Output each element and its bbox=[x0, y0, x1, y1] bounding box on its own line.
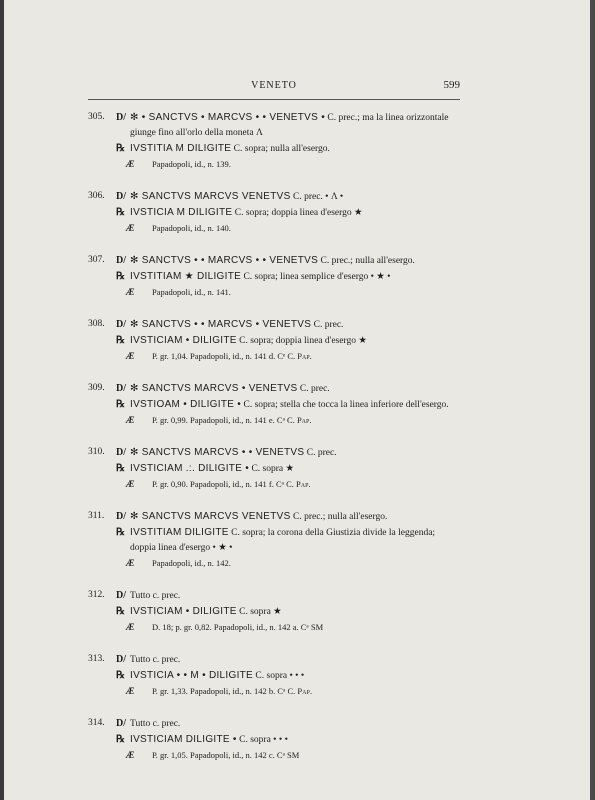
running-head: VENETO bbox=[251, 80, 297, 91]
page-number: 599 bbox=[443, 79, 460, 91]
reverse-description: C. sopra • • • bbox=[239, 735, 288, 745]
obverse-line bbox=[88, 189, 460, 205]
reverse-legend: IVSTICIAM .:. DILIGITE • bbox=[130, 463, 250, 474]
obverse-description: C. prec.; ma la linea orizzontale bbox=[327, 113, 449, 123]
collection: C. Pap. bbox=[286, 479, 311, 489]
obverse-line bbox=[88, 652, 460, 668]
obverse-mark: D/ bbox=[116, 590, 126, 601]
metal-symbol: Æ bbox=[126, 351, 135, 361]
reverse-description: C. sopra; doppia linea d'esergo ★ bbox=[234, 208, 363, 218]
reverse-line bbox=[88, 668, 460, 684]
obverse-mark: D/ bbox=[116, 191, 126, 202]
reverse-line bbox=[88, 397, 460, 413]
obverse-legend: ✻ SANCTVS MARCVS • VENETVS bbox=[130, 383, 298, 394]
reverse-line bbox=[88, 269, 460, 285]
reverse-description: C. sopra; doppia linea d'esergo ★ bbox=[239, 336, 367, 346]
obverse-mark: D/ bbox=[116, 319, 126, 330]
reverse-description: C. sopra ★ bbox=[239, 607, 282, 617]
reverse-line bbox=[88, 604, 460, 620]
catalog-entry bbox=[88, 588, 460, 634]
entry-number: 309. bbox=[88, 383, 105, 393]
reverse-legend: IVSTICIAM • DILIGITE bbox=[130, 335, 237, 346]
metal-symbol: Æ bbox=[126, 287, 135, 297]
reverse-legend: IVSTITIAM DILIGITE bbox=[130, 527, 229, 538]
obverse-line bbox=[88, 445, 460, 461]
catalog-entry bbox=[88, 381, 460, 427]
reverse-mark: ℞ bbox=[116, 670, 125, 681]
entry-number: 314. bbox=[88, 718, 105, 728]
coin-details bbox=[88, 477, 460, 491]
collection: C. Pap. bbox=[287, 351, 312, 361]
coin-details bbox=[88, 413, 460, 427]
obverse-legend: ✻ • SANCTVS • MARCVS • • VENETVS • bbox=[130, 112, 326, 123]
details-text: P. gr. 0,90. Papadopoli, id., n. 141 f. Cᵃ bbox=[152, 479, 284, 489]
obverse-legend: ✻ SANCTVS MARCVS VENETVS bbox=[130, 191, 291, 202]
coin-details bbox=[88, 285, 460, 299]
catalog-entry bbox=[88, 317, 460, 363]
reverse-legend: IVSTICIA M DILIGITE bbox=[130, 207, 233, 218]
entry-number: 310. bbox=[88, 447, 105, 457]
details-text: Papadopoli, id., n. 141. bbox=[152, 287, 231, 297]
reverse-description: C. sopra; stella che tocca la linea inferiore dell'esergo. bbox=[243, 400, 449, 410]
obverse-line bbox=[88, 509, 460, 525]
page-header bbox=[88, 80, 460, 96]
reverse-mark: ℞ bbox=[116, 734, 125, 745]
left-page-edge bbox=[0, 0, 4, 800]
reverse-mark: ℞ bbox=[116, 463, 125, 474]
reverse-line bbox=[88, 732, 460, 748]
header-rule bbox=[88, 99, 460, 100]
details-text: Papadopoli, id., n. 140. bbox=[152, 223, 231, 233]
metal-symbol: Æ bbox=[126, 415, 135, 425]
details-text: P. gr. 0,99. Papadopoli, id., n. 141 e. Cᵃ bbox=[152, 415, 285, 425]
reverse-description: C. sopra; la corona della Giustizia divide la leggenda; bbox=[231, 528, 436, 538]
obverse-description: C. prec. • Λ • bbox=[292, 192, 344, 202]
metal-symbol: Æ bbox=[126, 622, 135, 632]
reverse-continuation bbox=[88, 541, 460, 556]
obverse-legend: ✻ SANCTVS MARCVS VENETVS bbox=[130, 511, 291, 522]
entry-number: 307. bbox=[88, 255, 105, 265]
details-text: Papadopoli, id., n. 142. bbox=[152, 558, 231, 568]
obverse-line bbox=[88, 588, 460, 604]
reverse-mark: ℞ bbox=[116, 271, 125, 282]
reverse-mark: ℞ bbox=[116, 527, 125, 538]
reverse-mark: ℞ bbox=[116, 606, 125, 617]
reverse-line bbox=[88, 525, 460, 541]
details-text: P. gr. 1,05. Papadopoli, id., n. 142 c. Cᵃ SM bbox=[152, 750, 300, 760]
details-text: P. gr. 1,04. Papadopoli, id., n. 141 d. Cᵉ bbox=[152, 351, 286, 361]
obverse-continuation bbox=[88, 126, 460, 141]
entry-number: 305. bbox=[88, 112, 105, 122]
obverse-mark: D/ bbox=[116, 718, 126, 729]
obverse-description: Tutto c. prec. bbox=[130, 591, 181, 601]
catalog-entry bbox=[88, 652, 460, 698]
metal-symbol: Æ bbox=[126, 159, 135, 169]
obverse-mark: D/ bbox=[116, 447, 126, 458]
reverse-description: C. sopra ★ bbox=[251, 464, 294, 474]
reverse-legend: IVSTICIAM • DILIGITE bbox=[130, 606, 237, 617]
obverse-mark: D/ bbox=[116, 112, 126, 123]
coin-details bbox=[88, 556, 460, 570]
obverse-mark: D/ bbox=[116, 383, 126, 394]
reverse-line bbox=[88, 205, 460, 221]
entry-number: 308. bbox=[88, 319, 105, 329]
obverse-legend: ✻ SANCTVS MARCVS • • VENETVS bbox=[130, 447, 305, 458]
coin-details bbox=[88, 620, 460, 634]
entry-number: 311. bbox=[88, 511, 105, 521]
reverse-line bbox=[88, 461, 460, 477]
entry-number: 313. bbox=[88, 654, 105, 664]
coin-details bbox=[88, 221, 460, 235]
catalog-entries bbox=[88, 110, 460, 780]
reverse-legend: IVSTICIA • • M • DILIGITE bbox=[130, 670, 254, 681]
catalog-entry bbox=[88, 110, 460, 171]
metal-symbol: Æ bbox=[126, 686, 135, 696]
metal-symbol: Æ bbox=[126, 558, 135, 568]
reverse-line bbox=[88, 141, 460, 157]
obverse-description: Tutto c. prec. bbox=[130, 719, 181, 729]
obverse-continuation-text: giunge fino all'orlo della moneta Λ bbox=[130, 128, 263, 138]
reverse-mark: ℞ bbox=[116, 207, 125, 218]
catalog-entry bbox=[88, 445, 460, 491]
reverse-description: C. sopra; nulla all'esergo. bbox=[233, 144, 330, 154]
catalog-entry bbox=[88, 253, 460, 299]
obverse-description: C. prec. bbox=[306, 448, 337, 458]
reverse-legend: IVSTICIAM DILIGITE • bbox=[130, 734, 237, 745]
catalog-entry bbox=[88, 189, 460, 235]
obverse-description: C. prec. bbox=[299, 384, 330, 394]
obverse-line bbox=[88, 317, 460, 333]
metal-symbol: Æ bbox=[126, 479, 135, 489]
obverse-mark: D/ bbox=[116, 255, 126, 266]
details-text: Papadopoli, id., n. 139. bbox=[152, 159, 231, 169]
coin-details bbox=[88, 157, 460, 171]
obverse-legend: ✻ SANCTVS • • MARCVS • VENETVS bbox=[130, 319, 312, 330]
coin-details bbox=[88, 349, 460, 363]
obverse-mark: D/ bbox=[116, 511, 126, 522]
reverse-mark: ℞ bbox=[116, 399, 125, 410]
reverse-description: C. sopra • • • bbox=[255, 671, 305, 681]
entry-number: 312. bbox=[88, 590, 105, 600]
coin-details bbox=[88, 748, 460, 762]
metal-symbol: Æ bbox=[126, 223, 135, 233]
details-text: P. gr. 1,33. Papadopoli, id., n. 142 b. Cᵃ bbox=[152, 686, 286, 696]
obverse-line bbox=[88, 381, 460, 397]
coin-details bbox=[88, 684, 460, 698]
obverse-line bbox=[88, 110, 460, 126]
obverse-description: C. prec. bbox=[313, 320, 344, 330]
details-text: D. 18; p. gr. 0,82. Papadopoli, id., n. 142 a. Cᵃ SM bbox=[152, 622, 324, 632]
reverse-legend: IVSTITIA M DILIGITE bbox=[130, 143, 232, 154]
metal-symbol: Æ bbox=[126, 750, 135, 760]
catalog-entry bbox=[88, 716, 460, 762]
reverse-mark: ℞ bbox=[116, 143, 125, 154]
reverse-line bbox=[88, 333, 460, 349]
entry-number: 306. bbox=[88, 191, 105, 201]
obverse-mark: D/ bbox=[116, 654, 126, 665]
obverse-line bbox=[88, 253, 460, 269]
obverse-description: C. prec.; nulla all'esergo. bbox=[320, 256, 415, 266]
reverse-legend: IVSTITIAM ★ DILIGITE bbox=[130, 271, 242, 282]
reverse-continuation-text: doppia linea d'esergo • ★ • bbox=[130, 543, 233, 553]
reverse-mark: ℞ bbox=[116, 335, 125, 346]
reverse-legend: IVSTIOAM • DILIGITE • bbox=[130, 399, 242, 410]
collection: C. Pap. bbox=[287, 415, 312, 425]
obverse-legend: ✻ SANCTVS • • MARCVS • • VENETVS bbox=[130, 255, 319, 266]
collection: C. Pap. bbox=[287, 686, 312, 696]
obverse-description: C. prec.; nulla all'esergo. bbox=[292, 512, 388, 522]
right-page-edge bbox=[590, 0, 595, 800]
obverse-description: Tutto c. prec. bbox=[130, 655, 181, 665]
reverse-description: C. sopra; linea semplice d'esergo • ★ • bbox=[243, 272, 391, 282]
catalog-entry bbox=[88, 509, 460, 570]
obverse-line bbox=[88, 716, 460, 732]
